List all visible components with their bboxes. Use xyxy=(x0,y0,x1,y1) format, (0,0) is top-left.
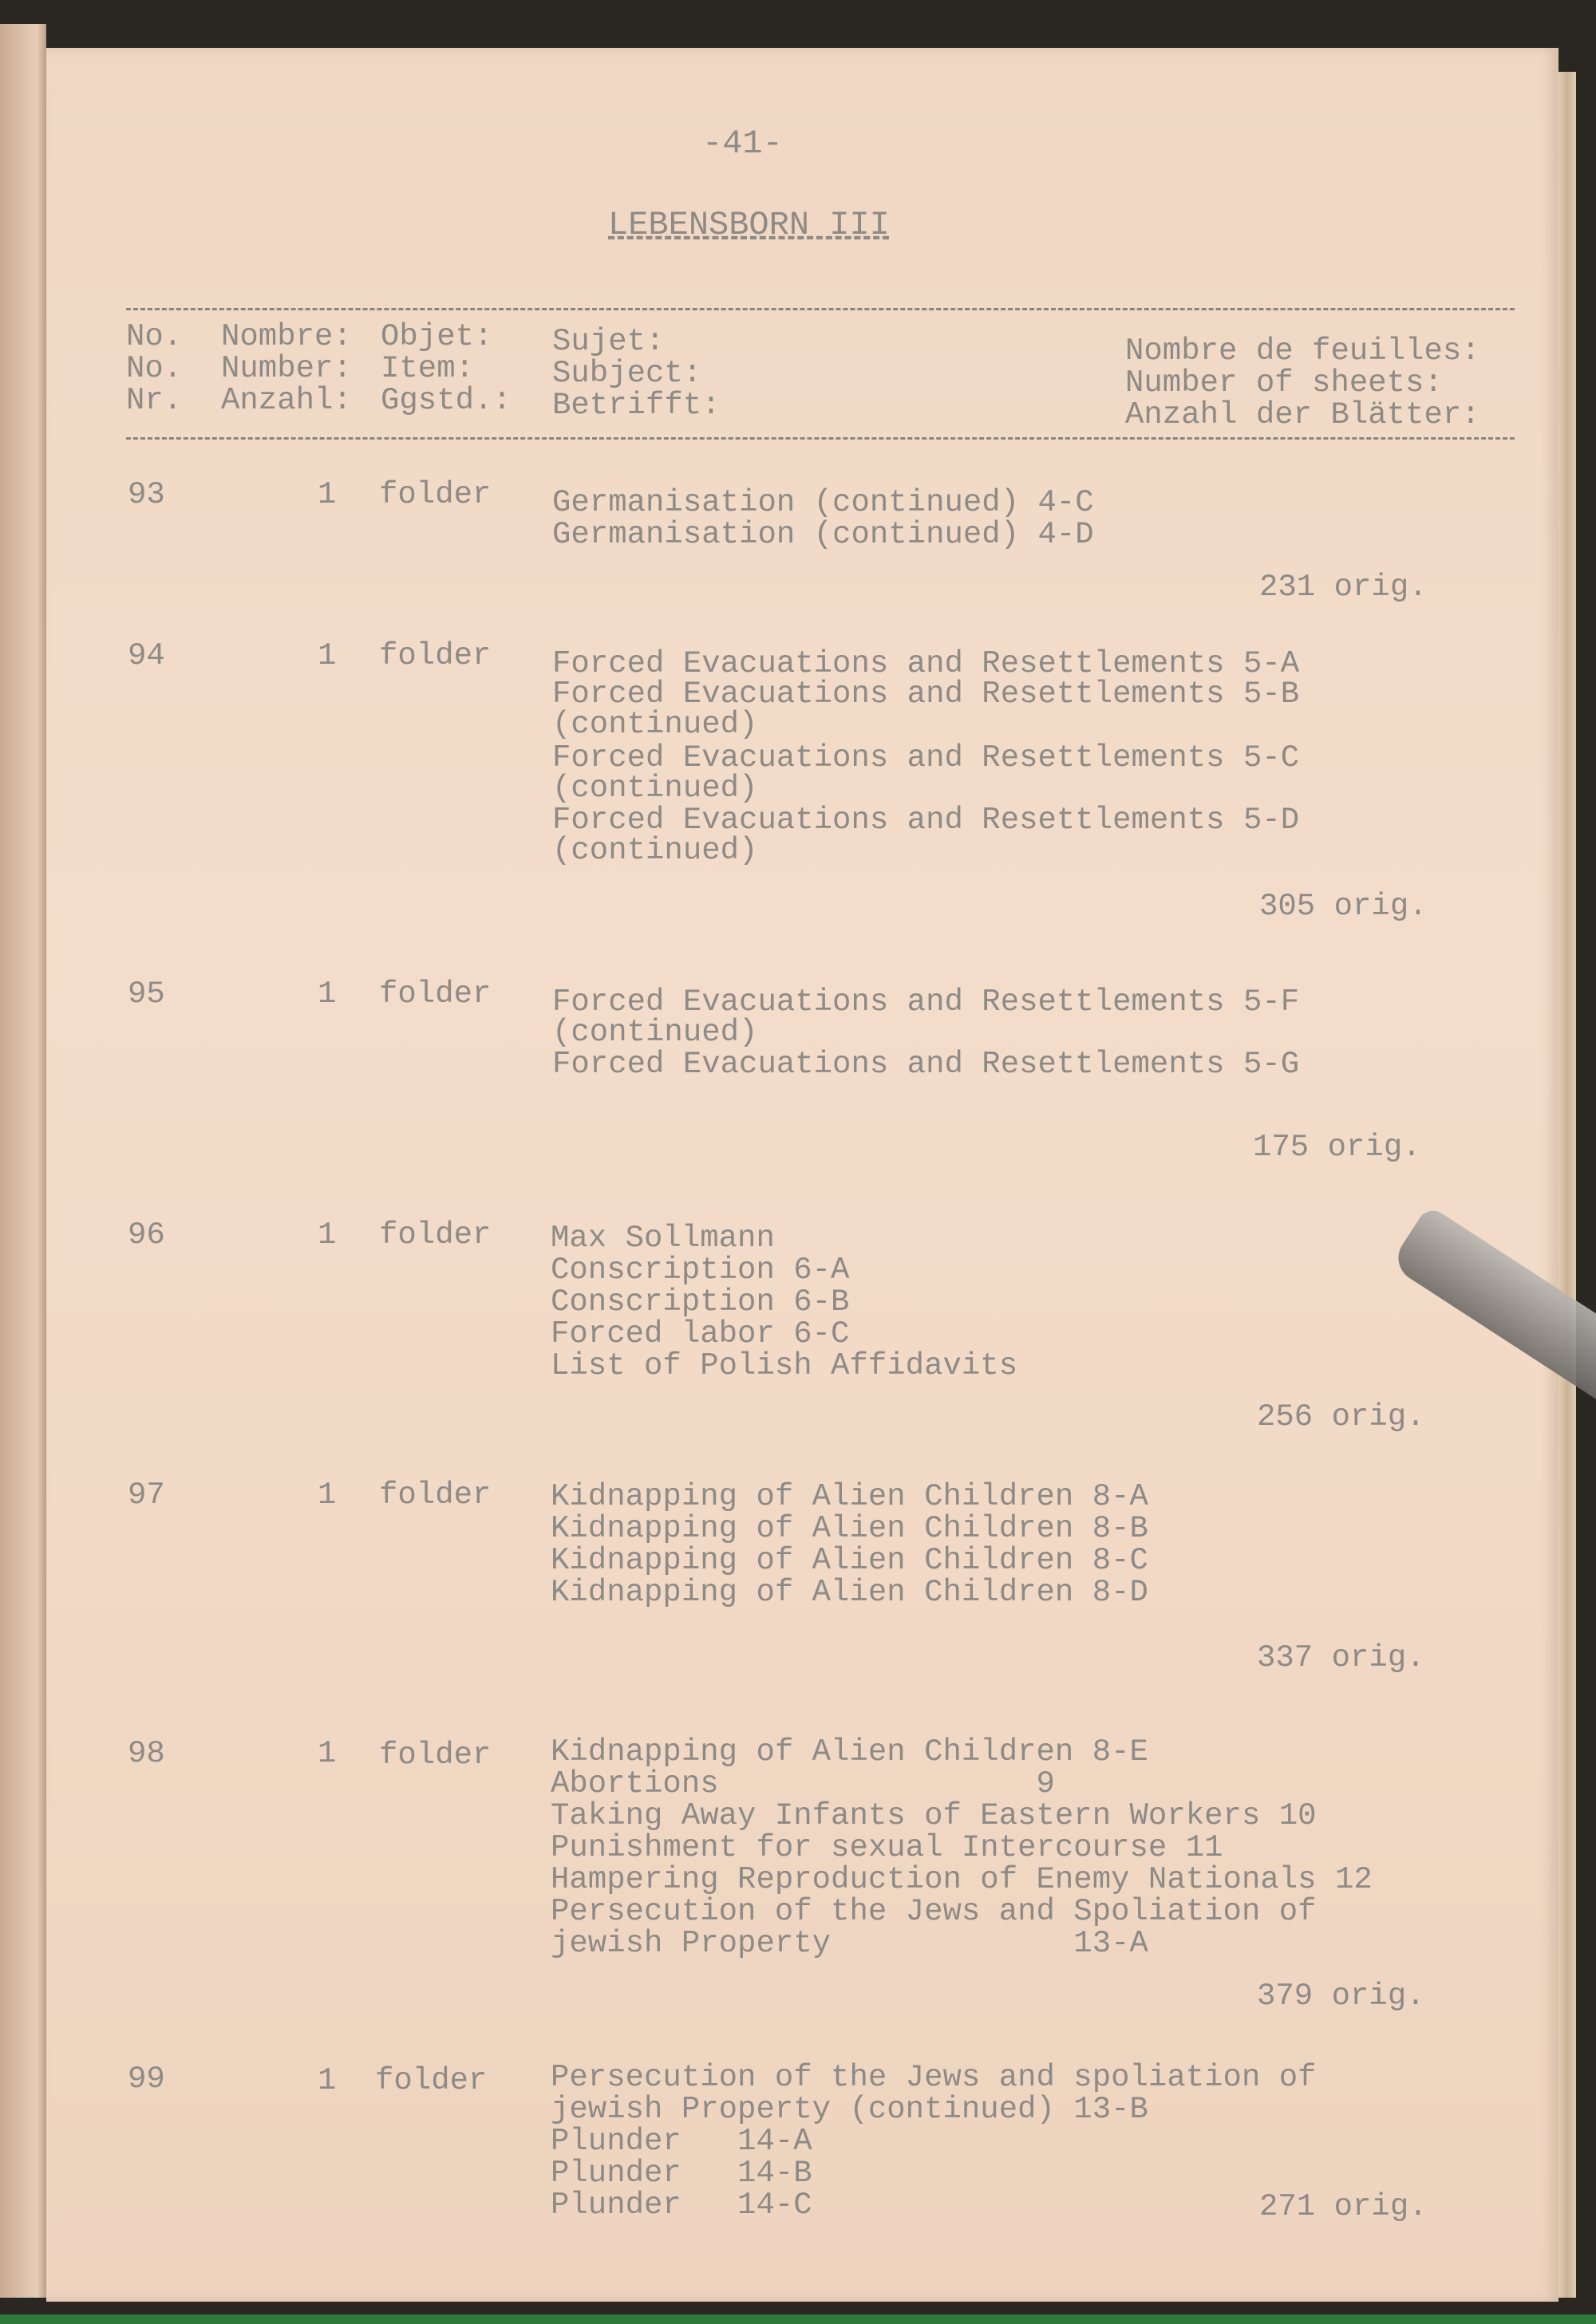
entry-subject-line: Forced Evacuations and Resettlements 5-B xyxy=(552,677,1300,712)
document-title: LEBENSBORN III xyxy=(608,206,890,244)
entry-subject-line: Kidnapping of Alien Children 8-E xyxy=(551,1734,1148,1770)
entry-subject-line: (continued) xyxy=(552,1015,758,1050)
header-bottom-rule xyxy=(126,437,1515,440)
header-subject-fr: Sujet: xyxy=(552,324,665,359)
entry-subject-line: List of Polish Affidavits xyxy=(551,1348,1018,1383)
entry-item: folder xyxy=(379,477,492,512)
entry-subject-line: Conscription 6-A xyxy=(551,1253,850,1288)
entry-item: folder xyxy=(379,1738,492,1773)
entry-item: folder xyxy=(379,1478,492,1513)
header-subject-de: Betrifft: xyxy=(552,388,721,423)
page-binding xyxy=(1558,72,1576,2298)
entry-sheets: 256 orig. xyxy=(1257,1399,1425,1434)
entry-subject-line: Forced labor 6-C xyxy=(551,1316,850,1351)
header-sheets-fr: Nombre de feuilles: xyxy=(1125,333,1480,369)
entry-subject-line: jewish Property (continued) 13-B xyxy=(551,2092,1148,2127)
entry-subject-line: Forced Evacuations and Resettlements 5-C xyxy=(552,740,1300,775)
entry-item: folder xyxy=(379,977,492,1012)
entry-count: 1 xyxy=(318,638,337,673)
header-count-en: Number: xyxy=(221,351,352,386)
header-subject-en: Subject: xyxy=(552,356,702,391)
entry-subject-line: Forced Evacuations and Resettlements 5-A xyxy=(552,646,1300,681)
entry-subject-line: Forced Evacuations and Resettlements 5-G xyxy=(552,1047,1300,1082)
entry-item: folder xyxy=(379,1217,492,1253)
entry-subject-line: Germanisation (continued) 4-C xyxy=(552,485,1094,520)
header-sheets-en: Number of sheets: xyxy=(1125,365,1443,400)
entry-item: folder xyxy=(379,638,492,673)
entry-subject-line: (continued) xyxy=(552,707,758,742)
entry-number: 94 xyxy=(128,638,165,673)
entry-sheets: 271 orig. xyxy=(1259,2189,1428,2224)
entry-count: 1 xyxy=(318,1736,337,1771)
header-item-de: Ggstd.: xyxy=(381,383,512,418)
header-item-fr: Objet: xyxy=(381,319,493,354)
header-top-rule xyxy=(126,308,1515,310)
entry-subject-line: (continued) xyxy=(552,833,758,868)
entry-sheets: 305 orig. xyxy=(1259,889,1428,924)
entry-sheets: 379 orig. xyxy=(1257,1979,1425,2014)
entry-item: folder xyxy=(375,2063,488,2098)
scan-border xyxy=(0,2314,1596,2324)
entry-subject-line: Persecution of the Jews and Spoliation of xyxy=(551,1894,1317,1929)
header-count-fr: Nombre: xyxy=(221,319,352,354)
entry-subject-line: Plunder 14-B xyxy=(551,2156,812,2191)
entry-subject-line: Conscription 6-B xyxy=(551,1284,850,1320)
entry-subject-line: Abortions 9 xyxy=(551,1766,1055,1801)
previous-page-edge xyxy=(0,24,46,2298)
entry-count: 1 xyxy=(318,477,337,512)
page-number: -41- xyxy=(702,124,783,163)
header-item-en: Item: xyxy=(381,351,475,386)
entry-count: 1 xyxy=(318,1217,337,1253)
entry-subject-line: Persecution of the Jews and spoliation of xyxy=(551,2060,1317,2095)
entry-subject-line: Plunder 14-C xyxy=(551,2188,812,2223)
header-no-en: No. xyxy=(126,351,183,386)
entry-subject-line: Forced Evacuations and Resettlements 5-D xyxy=(552,803,1300,838)
entry-sheets: 231 orig. xyxy=(1259,570,1428,605)
entry-subject-line: Max Sollmann xyxy=(551,1221,775,1256)
entry-subject-line: (continued) xyxy=(552,771,758,806)
entry-count: 1 xyxy=(318,2063,337,2098)
entry-count: 1 xyxy=(318,977,337,1012)
entry-subject-line: Plunder 14-A xyxy=(551,2124,812,2159)
entry-subject-line: Punishment for sexual Intercourse 11 xyxy=(551,1830,1223,1865)
entry-subject-line: Kidnapping of Alien Children 8-D xyxy=(551,1575,1148,1610)
header-no-fr: No. xyxy=(126,319,183,354)
entry-number: 97 xyxy=(128,1478,165,1513)
entry-subject-line: Forced Evacuations and Resettlements 5-F xyxy=(552,984,1300,1020)
header-no-de: Nr. xyxy=(126,383,183,418)
entry-number: 96 xyxy=(128,1217,165,1253)
entry-subject-line: Kidnapping of Alien Children 8-C xyxy=(551,1543,1148,1578)
entry-subject-line: Germanisation (continued) 4-D xyxy=(552,517,1094,552)
entry-subject-line: jewish Property 13-A xyxy=(551,1926,1148,1961)
header-sheets-de: Anzahl der Blätter: xyxy=(1125,397,1480,432)
header-count-de: Anzahl: xyxy=(221,383,352,418)
entry-sheets: 337 orig. xyxy=(1257,1640,1425,1675)
entry-number: 95 xyxy=(128,977,165,1012)
entry-subject-line: Kidnapping of Alien Children 8-B xyxy=(551,1511,1148,1546)
entry-subject-line: Taking Away Infants of Eastern Workers 10 xyxy=(551,1798,1317,1833)
entry-number: 99 xyxy=(128,2062,165,2097)
entry-sheets: 175 orig. xyxy=(1253,1130,1421,1165)
entry-subject-line: Kidnapping of Alien Children 8-A xyxy=(551,1479,1148,1514)
entry-count: 1 xyxy=(318,1478,337,1513)
entry-number: 98 xyxy=(128,1736,165,1771)
entry-subject-line: Hampering Reproduction of Enemy Nationals 12 xyxy=(551,1862,1373,1897)
entry-number: 93 xyxy=(128,477,165,512)
